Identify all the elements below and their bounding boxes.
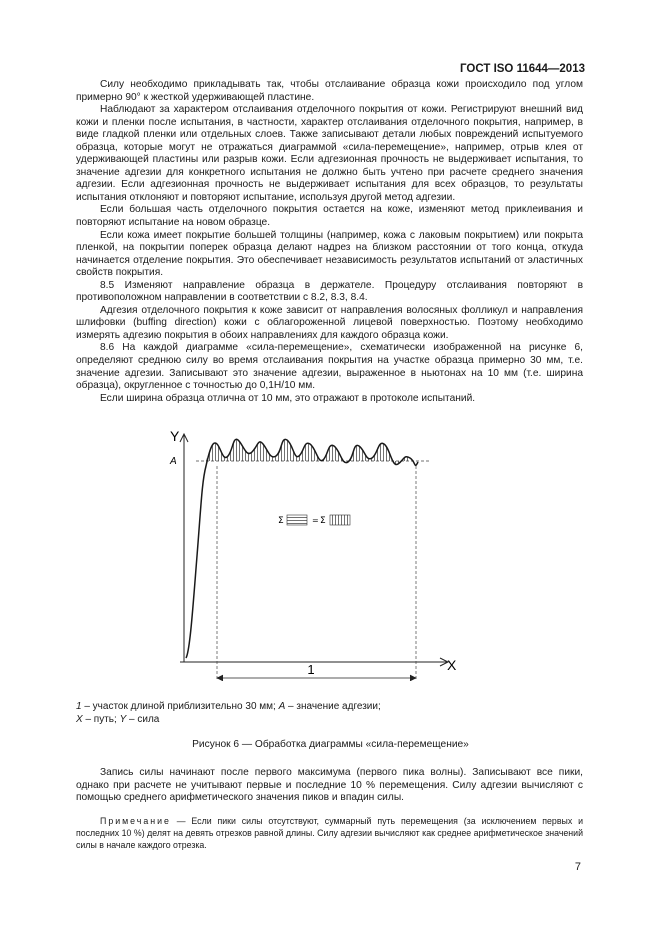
x-axis-label: X bbox=[447, 657, 457, 673]
document-header: ГОСТ ISO 11644—2013 bbox=[460, 63, 585, 75]
segment-label: 1 bbox=[307, 662, 315, 677]
legend-key-y: Y bbox=[119, 714, 127, 725]
legend-key-a: A bbox=[278, 701, 286, 712]
body-text bbox=[76, 79, 583, 405]
legend-line-2 bbox=[76, 713, 381, 726]
segment-arrow-left bbox=[217, 675, 223, 681]
figure-legend bbox=[76, 700, 381, 726]
paragraph: Если кожа имеет покрытие большей толщины (например, кожа с лаковым покрытием) или покрыта пленкой, на покрытии поперек образца делают надрез на близком расстоянии от того конца, откуда начинается отделение покрытия. Это обеспечивает независимость результатов испытаний от эластичных свойств покрытия. bbox=[76, 229, 583, 279]
paragraph: Наблюдают за характером отслаивания отделочного покрытия от кожи. Регистрируют внешний вид кожи и пленки после испытания, в частности, характер отслаивания отделочного покрытия, например, в виде гладкой пленки или отдельных слоев. Также записывают детали любых повреждений испытуемого образца, которые могут не отражаться диаграммой «сила-перемещение», например, отрыв клея от удерживающей пластины или разрыв кожи. Если адгезионная прочность не выдерживает испытания, то значение адгезии для конкретного испытания не должно быть учтено при расчете среднего значения адгезии. Если адгезионная прочность не выдерживает испытания для всех образцов, то результаты испытания отклоняют и повторяют испытание, используя другой метод адгезии. bbox=[76, 104, 583, 203]
sigma-symbol-right: Σ bbox=[320, 516, 326, 526]
y-axis-label: Y bbox=[170, 428, 180, 444]
legend-line-1 bbox=[76, 700, 381, 713]
adhesion-level-label: A bbox=[170, 456, 177, 467]
figure-caption: Рисунок 6 — Обработка диаграммы «сила-перемещение» bbox=[192, 739, 469, 750]
horizontal-hatch-box bbox=[287, 515, 307, 525]
legend-text: – путь; bbox=[82, 714, 120, 725]
equals-sign: = bbox=[312, 516, 319, 525]
vertical-hatch-box bbox=[330, 515, 350, 525]
note-paragraph bbox=[76, 815, 583, 851]
after-figure-text bbox=[76, 767, 583, 805]
page-number: 7 bbox=[574, 861, 581, 873]
force-displacement-diagram bbox=[160, 426, 470, 681]
legend-key-x: X bbox=[76, 714, 83, 725]
legend-text: – участок длиной приблизительно 30 мм; bbox=[81, 701, 279, 712]
paragraph: 8.5 Изменяют направление образца в держателе. Процедуру отслаивания повторяют в противоположном направлении в соответствии с 8.2, 8.3, 8.4. bbox=[76, 279, 583, 304]
paragraph: Запись силы начинают после первого максимума (первого пика волны). Записывают все пики, однако при расчете не учитывают первые и последние 10 % перемещения. Силу адгезии вычисляют с помощью среднего арифметического значения пиков и впадин силы. bbox=[76, 767, 583, 804]
paragraph: Если большая часть отделочного покрытия остается на коже, изменяют метод приклеивания и повторяют испытание на новом образце. bbox=[76, 204, 583, 229]
paragraph: Если ширина образца отлична от 10 мм, это отражают в протоколе испытаний. bbox=[100, 392, 476, 404]
paragraph: Адгезия отделочного покрытия к коже зависит от направления волосяных фолликул и направления шлифовки (buffing direction) кожи с облагороженной лицевой поверхностью. Поэтому необходимо измерять адгезию покрытия в обоих направлениях для каждого образца кожи. bbox=[76, 304, 583, 341]
sigma-symbol-left: Σ bbox=[278, 516, 284, 526]
note-label: Примечание bbox=[100, 816, 171, 826]
legend-key-1: 1 bbox=[76, 701, 82, 712]
legend-text: – значение адгезии; bbox=[285, 701, 381, 712]
note-text: — Если пики силы отсутствуют, суммарный путь перемещения (за исключением первых и последних 10 %) делят на девять отрезков равной длины. Силу адгезии вычисляют как среднее арифметическое значений силы в начале каждого отрезка. bbox=[76, 816, 583, 850]
force-curve bbox=[186, 439, 418, 658]
paragraph: Силу необходимо прикладывать так, чтобы отслаивание образца кожи происходило под углом примерно 90° к жесткой удерживающей пластине. bbox=[76, 79, 583, 103]
paragraph: 8.6 На каждой диаграмме «сила-перемещение», схематически изображенной на рисунке 6, определяют среднюю силу во время отслаивания покрытия на участке образца примерно 30 мм, т.е. значение адгезии. Записывают это значение адгезии, выраженное в ньютонах на 10 мм (т.е. ширина образца), округленное с точностью до 0,1Н/10 мм. bbox=[76, 342, 583, 392]
segment-arrow-right bbox=[410, 675, 416, 681]
legend-text: – сила bbox=[126, 714, 160, 725]
note bbox=[76, 815, 583, 851]
